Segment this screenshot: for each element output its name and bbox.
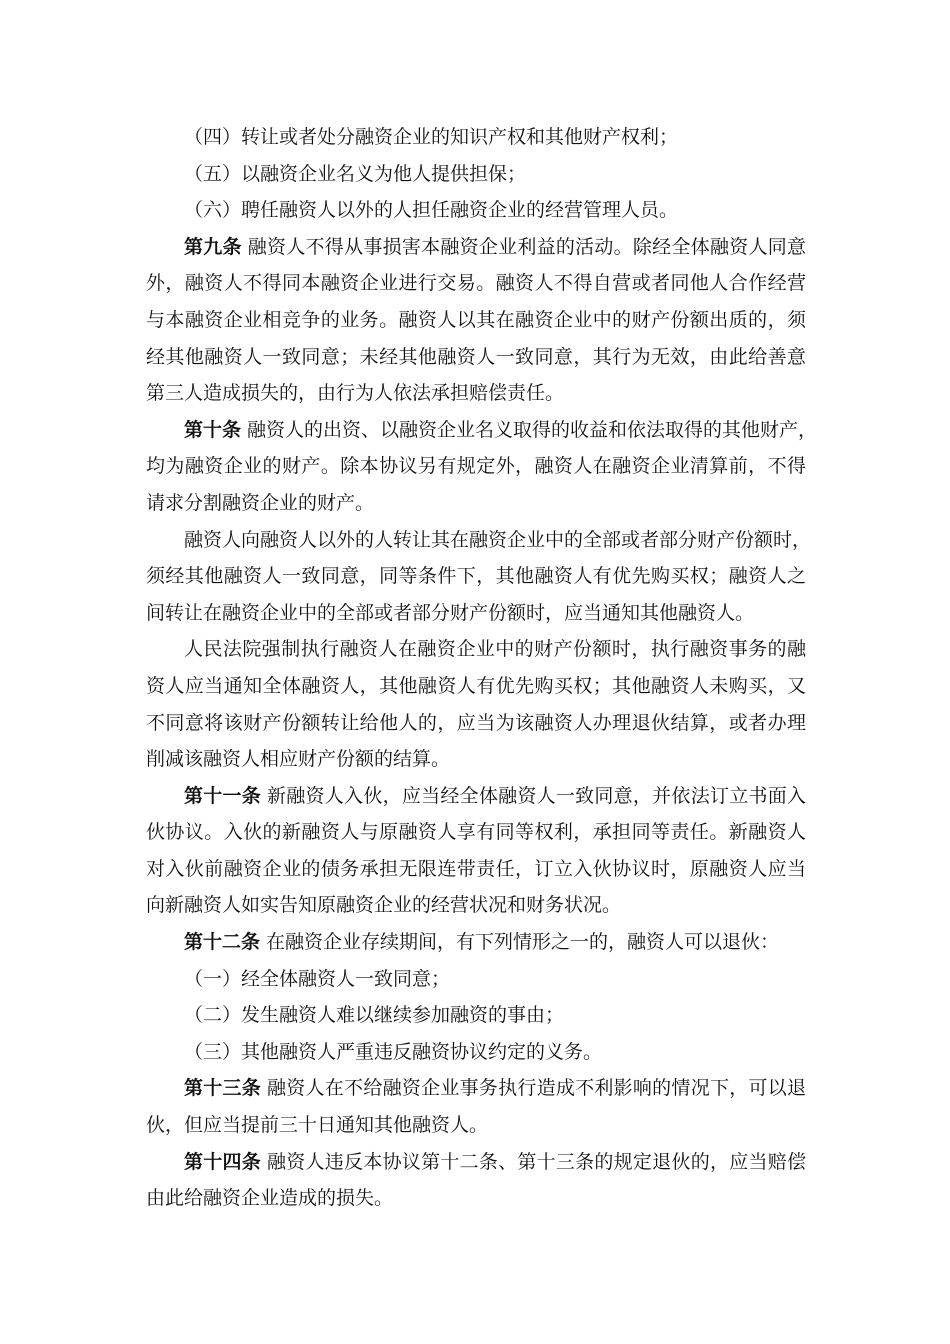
item-1: （一）经全体融资人一致同意；: [184, 967, 451, 990]
article-heading: 第十条: [184, 418, 242, 441]
document-page: [146, 119, 818, 1217]
item-5: （五）以融资企业名义为他人提供担保；: [184, 162, 527, 185]
article-12: 第十二条 在融资企业存续期间，有下列情形之一的，融资人可以退伙：: [184, 931, 780, 954]
article-13: 第十三条 融资人在不给融资企业事务执行造成不利影响的情况下，可以退 伙，但应当提前三十日通知其他融资人。: [146, 1077, 806, 1137]
paragraph-transfer: 融资人向融资人以外的人转让其在融资企业中的全部或者部分财产份额时， 须经其他融资人一致同意，同等条件下，其他融资人有优先购买权；融资人之 间转让在融资企业中的全部或者部分财产份额时，应当通知其他融资人。: [146, 528, 812, 624]
article-11: 第十一条 新融资人入伙，应当经全体融资人一致同意，并依法订立书面入 伙协议。入伙的新融资人与原融资人享有同等权利，承担同等责任。新融资人 对入伙前融资企业的债务承担无限连带责任，订立入伙协议时，原融资人应当 向新融资人如实告知原融资企业的经营状况和财务状况。: [146, 784, 806, 917]
article-14: 第十四条 融资人违反本协议第十二条、第十三条的规定退伙的，应当赔偿 由此给融资企业造成的损失。: [146, 1150, 806, 1210]
paragraph-court-enforcement: 人民法院强制执行融资人在融资企业中的财产份额时，执行融资事务的融 资人应当通知全体融资人，其他融资人有优先购买权；其他融资人未购买，又 不同意将该财产份额转让给他人的，应当为该融资人办理退伙结算，或者办理 削减该融资人相应财产份额的结算。: [146, 638, 806, 771]
item-4: （四）转让或者处分融资企业的知识产权和其他财产权利；: [184, 126, 679, 148]
article-9: 第九条 融资人不得从事损害本融资企业利益的活动。除经全体融资人同意 外，融资人不得同本融资企业进行交易。融资人不得自营或者同他人合作经营 与本融资企业相竞争的业务。融资人以其在融资企业中的财产份额出质的，须 经其他融资人一致同意；未经其他融资人一致同意，其行为无效，由此给善意 第三人造成损失的，由行为人依法承担赔偿责任。: [146, 235, 806, 405]
article-heading: 第十二条: [184, 931, 261, 954]
article-heading: 第十四条: [184, 1150, 262, 1173]
article-heading: 第九条: [184, 235, 242, 258]
item-3: （三）其他融资人严重违反融资协议约定的义务。: [184, 1040, 603, 1063]
article-10: 第十条 融资人的出资、以融资企业名义取得的收益和依法取得的其他财产， 均为融资企业的财产。除本协议另有规定外，融资人在融资企业清算前，不得 请求分割融资企业的财产。: [146, 418, 818, 514]
article-heading: 第十一条: [184, 784, 262, 807]
item-6: （六）聘任融资人以外的人担任融资企业的经营管理人员。: [184, 199, 679, 222]
article-heading: 第十三条: [184, 1077, 262, 1100]
item-2: （二）发生融资人难以继续参加融资的事由；: [184, 1004, 565, 1027]
